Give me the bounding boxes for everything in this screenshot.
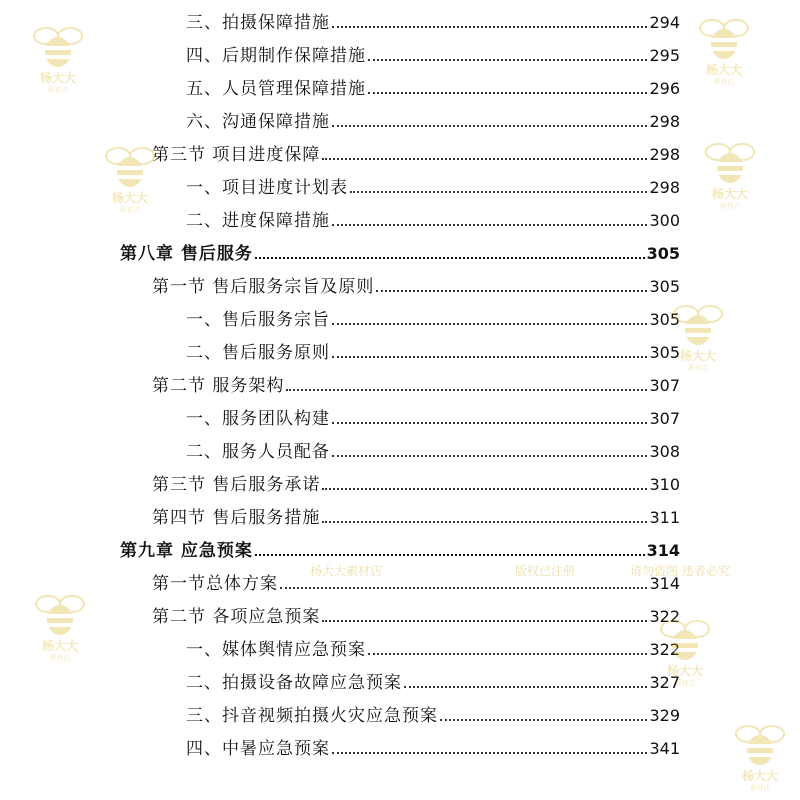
toc-page-number: 307 <box>649 376 680 395</box>
svg-text:杨大大: 杨大大 <box>666 664 704 678</box>
toc-subsection-row[interactable] <box>186 0 680 33</box>
toc-entry-label: 第三节 项目进度保障 <box>152 145 321 165</box>
toc-section-row[interactable] <box>152 462 680 495</box>
toc-chapter-row[interactable] <box>120 231 680 264</box>
bee-logo-watermark <box>100 142 160 214</box>
toc-subsection-row[interactable] <box>186 198 680 231</box>
bee-logo-watermark <box>655 615 715 687</box>
dot-leader <box>332 455 647 457</box>
svg-text:杨大大: 杨大大 <box>41 639 79 653</box>
toc-entry-label: 一、服务团队构建 <box>186 409 330 429</box>
svg-text:素材店: 素材店 <box>119 206 141 214</box>
toc-entry-label: 一、项目进度计划表 <box>186 178 348 198</box>
toc-subsection-row[interactable] <box>186 726 680 759</box>
dot-leader <box>404 686 647 688</box>
svg-text:杨大大: 杨大大 <box>705 63 743 77</box>
bee-logo-watermark <box>730 720 790 792</box>
toc-page-number: 308 <box>649 442 680 461</box>
toc-page-number: 296 <box>649 79 680 98</box>
svg-text:杨大大: 杨大大 <box>741 769 779 783</box>
toc-page-number: 298 <box>649 112 680 131</box>
toc-page-number: 295 <box>649 46 680 65</box>
dot-leader <box>332 422 647 424</box>
dot-leader <box>368 653 647 655</box>
toc-page-number: 327 <box>649 673 680 692</box>
dot-leader <box>322 620 647 622</box>
toc-subsection-row[interactable] <box>186 396 680 429</box>
toc-page-number: 310 <box>649 475 680 494</box>
toc-entry-label: 第一节 售后服务宗旨及原则 <box>152 277 375 297</box>
dot-leader <box>332 752 647 754</box>
svg-text:素材店: 素材店 <box>47 86 69 94</box>
toc-entry-label: 第四节 售后服务措施 <box>152 508 321 528</box>
bee-icon <box>100 142 160 214</box>
toc-page-number: 305 <box>649 343 680 362</box>
dot-leader <box>368 59 647 61</box>
dot-leader <box>286 389 647 391</box>
toc-entry-label: 二、售后服务原则 <box>186 343 330 363</box>
dot-leader <box>332 125 647 127</box>
bee-icon <box>30 590 90 662</box>
toc-page-number: 322 <box>649 640 680 659</box>
toc-entry-label: 二、拍摄设备故障应急预案 <box>186 673 402 693</box>
toc-entry-label: 二、服务人员配备 <box>186 442 330 462</box>
bee-logo-watermark <box>28 22 88 94</box>
toc-subsection-row[interactable] <box>186 297 680 330</box>
bee-logo-watermark <box>694 14 754 86</box>
toc-page-number: 307 <box>649 409 680 428</box>
toc-page-number: 298 <box>649 178 680 197</box>
bee-logo-watermark <box>668 300 728 372</box>
toc-page-number: 305 <box>649 310 680 329</box>
svg-text:素材店: 素材店 <box>49 654 71 662</box>
toc-entry-label: 二、进度保障措施 <box>186 211 330 231</box>
toc-page-number: 298 <box>649 145 680 164</box>
toc-entry-label: 三、抖音视频拍摄火灾应急预案 <box>186 706 438 726</box>
bee-icon <box>730 720 790 792</box>
toc-page-number: 305 <box>649 277 680 296</box>
toc-page-number: 311 <box>649 508 680 527</box>
svg-text:素材店: 素材店 <box>719 202 741 210</box>
dot-leader <box>376 290 647 292</box>
toc-entry-label: 第二节 各项应急预案 <box>152 607 321 627</box>
toc-subsection-row[interactable] <box>186 429 680 462</box>
toc-subsection-row[interactable] <box>186 627 680 660</box>
dot-leader <box>350 191 647 193</box>
toc-entry-label: 一、媒体舆情应急预案 <box>186 640 366 660</box>
toc-entry-label: 五、人员管理保障措施 <box>186 79 366 99</box>
toc-page-number: 314 <box>646 541 680 560</box>
svg-text:杨大大: 杨大大 <box>711 187 749 201</box>
toc-section-row[interactable] <box>152 495 680 528</box>
svg-text:杨大大: 杨大大 <box>679 349 717 363</box>
bee-icon <box>28 22 88 94</box>
dot-leader <box>332 323 647 325</box>
toc-entry-label: 第九章 应急预案 <box>120 541 253 561</box>
dot-leader <box>332 224 647 226</box>
toc-chapter-row[interactable] <box>120 528 680 561</box>
bee-logo-watermark <box>700 138 760 210</box>
bee-icon <box>694 14 754 86</box>
dot-leader <box>280 587 647 589</box>
toc-page-number: 305 <box>646 244 680 263</box>
toc-entry-label: 一、售后服务宗旨 <box>186 310 330 330</box>
dot-leader <box>322 158 647 160</box>
toc-section-row[interactable] <box>152 594 680 627</box>
toc-page-number: 322 <box>649 607 680 626</box>
toc-subsection-row[interactable] <box>186 66 680 99</box>
toc-subsection-row[interactable] <box>186 330 680 363</box>
svg-text:素材店: 素材店 <box>674 679 696 687</box>
toc-section-row[interactable] <box>152 561 680 594</box>
toc-entry-label: 四、后期制作保障措施 <box>186 46 366 66</box>
watermark-text: 杨大大素材店 <box>310 564 383 578</box>
dot-leader <box>322 488 647 490</box>
toc-page-number: 329 <box>649 706 680 725</box>
svg-text:素材店: 素材店 <box>713 78 735 86</box>
toc-entry-label: 第三节 售后服务承诺 <box>152 475 321 495</box>
dot-leader <box>255 257 645 259</box>
dot-leader <box>368 92 647 94</box>
toc-entry-label: 六、沟通保障措施 <box>186 112 330 132</box>
watermark-text: 请勿盗图 违者必究 <box>630 564 730 578</box>
dot-leader <box>440 719 647 721</box>
toc-section-row[interactable] <box>152 363 680 396</box>
bee-icon <box>700 138 760 210</box>
toc-page-number: 300 <box>649 211 680 230</box>
dot-leader <box>332 356 647 358</box>
toc-subsection-row[interactable] <box>186 660 680 693</box>
toc-entry-label: 四、中暑应急预案 <box>186 739 330 759</box>
toc-page-number: 341 <box>649 739 680 758</box>
bee-logo-watermark <box>30 590 90 662</box>
toc-entry-label: 第一节总体方案 <box>152 574 278 594</box>
bee-icon <box>668 300 728 372</box>
toc-section-row[interactable] <box>152 132 680 165</box>
toc-page-number: 314 <box>649 574 680 593</box>
toc-entry-label: 第二节 服务架构 <box>152 376 285 396</box>
svg-text:素材店: 素材店 <box>749 784 771 792</box>
toc-entry-label: 三、拍摄保障措施 <box>186 13 330 33</box>
watermark-text: 版权已注册 <box>515 564 576 578</box>
toc-subsection-row[interactable] <box>186 693 680 726</box>
bee-icon <box>655 615 715 687</box>
svg-text:杨大大: 杨大大 <box>39 71 77 85</box>
toc-entry-label: 第八章 售后服务 <box>120 244 253 264</box>
toc-section-row[interactable] <box>152 264 680 297</box>
toc-page-number: 294 <box>649 13 680 32</box>
toc-subsection-row[interactable] <box>186 99 680 132</box>
svg-text:杨大大: 杨大大 <box>111 191 149 205</box>
dot-leader <box>322 521 647 523</box>
toc-subsection-row[interactable] <box>186 33 680 66</box>
svg-text:素材店: 素材店 <box>687 364 709 372</box>
dot-leader <box>255 554 645 556</box>
toc-subsection-row[interactable] <box>186 165 680 198</box>
dot-leader <box>332 26 647 28</box>
